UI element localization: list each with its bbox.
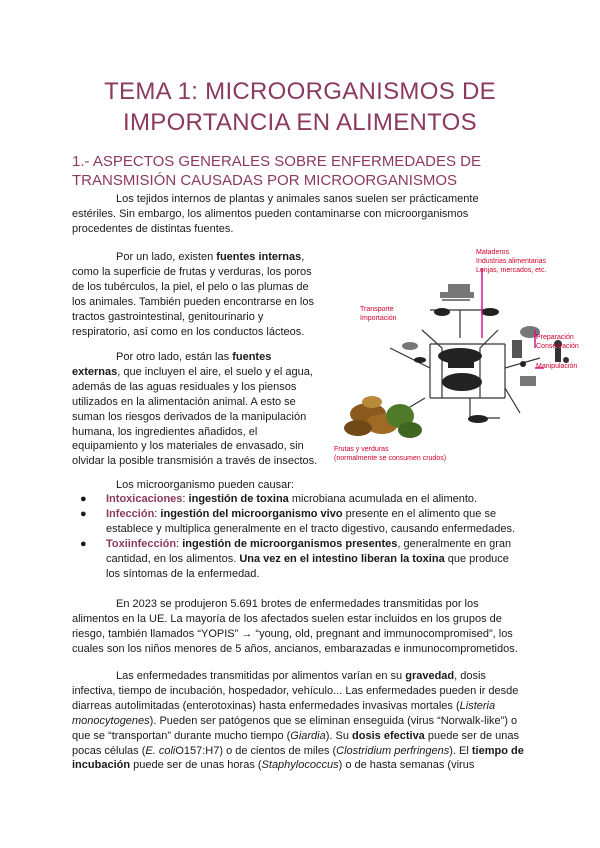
italic-run: Giardia [290,729,326,742]
label-transporte: Transporte [360,306,394,313]
text-run: ) o de hasta semanas (virus [338,759,475,772]
text-run: O157:H7) o de cientos de miles ( [175,744,337,757]
page-title: TEMA 1: MICROORGANISMOS DE IMPORTANCIA EN ALIMENTOS [104,78,496,136]
text-run: , generalmente en gran cantidad, en los alimentos. [106,537,512,565]
label-conservacion: Conservación [536,343,579,350]
text-run: Por un lado, existen [116,251,217,263]
bold-term-internal: fuentes internas [216,251,302,263]
text-run: ). Pueden ser patógenos que se eliminan enseguida (virus “Norwalk-like”) o que se “transportan” durante mucho tiempo ( [72,714,518,742]
paragraph-intro: Los tejidos internos de plantas y animales sanos suelen ser prácticamente estériles. Sin embargo, los alimentos pueden contaminarse con microorganismos procedentes de distintas fuentes. [72,193,479,235]
text-run: , que incluyen el aire, el suelo y el agua, además de las aguas residuales y los piensos utilizados en la alimentación animal. A esto se suman los riesgos derivados de la manipulación humana, los ingredientes añadidos, el equipamiento y los materiales de envasado, sin olvidar la posible transmisión a través de insectos. [72,365,318,468]
bold-run: ingestión de toxina [188,493,289,505]
text-run: puede ser de unas horas ( [130,759,262,772]
label-frutas: Frutas y verduras [334,446,389,453]
text-run: ). Su [325,729,353,742]
bold-term-external: fuentes externas [72,351,272,378]
label-manipulacion: Manipulación [536,363,578,370]
bold-run: Una vez en el intestino liberan la toxina [239,552,445,565]
bold-run: gravedad [405,670,455,682]
contamination-sources-figure [330,248,592,464]
figure-illustration [330,248,592,464]
label-industrias: Industrias alimentarias [476,258,547,265]
italic-run: Listeria monocytogenes [72,699,496,727]
text-run: Las enfermedades transmitidas por alimentos varían en su [116,670,406,682]
text-run: que produce los síntomas de la enfermedad. [106,552,509,580]
italic-run: Staphylococcus [261,759,339,772]
paragraph-outbreaks: En 2023 se produjeron 5.691 brotes de enfermedades transmitidas por los alimentos en la UE. La mayoría de los afectados suelen estar incluidos en los grupos de riesgo, también llamados “YOPIS” → “young, old, pregnant and immunocompromised”, los cuales son los niños menores de 5 años, ancianos, embarazadas e inmunocomprometidos. [72,598,518,655]
bold-run: tiempo de incubación [72,744,524,772]
bold-run: ingestión de microorganismos presentes [182,537,398,550]
list-intro: Los microorganismo pueden causar: [116,479,294,491]
section-heading: 1.- ASPECTOS GENERALES SOBRE ENFERMEDADES DE TRANSMISIÓN CAUSADAS POR MICROORGANISMOS [72,153,481,189]
text-run: , como la superficie de frutas y verduras, los poros de los tubérculos, la piel, el pelo o las plumas de los animales. También pueden encontrarse en los tractos gastrointestinal, genitourinario y respiratorio, así como en los conductos lácteos. [72,251,314,338]
paragraph-internal-sources [72,250,322,339]
text-run: puede ser de unas pocas células ( [72,729,519,757]
text-run: , dosis infectiva, tiempo de incubación, hospedador, vehículo... Las enfermedades pueden ir desde diarreas autolimitadas (enterotoxinas) hasta enfermedades invasivas mortales ( [72,670,519,712]
list-term: Intoxicaciones [106,493,183,505]
text-run: ). El [449,744,472,757]
bullet-icon: ● [80,493,87,505]
causes-list [78,492,518,581]
text-run: : [182,493,189,505]
list-item [78,507,518,537]
paragraph-severity [72,669,524,773]
label-importacion: Importación [360,315,397,322]
italic-run: E. coli [145,744,176,757]
label-mataderos: Mataderos [476,249,510,256]
text-run: microbiana acumulada en el alimento. [288,493,478,505]
list-item [78,492,518,507]
text-run: : [154,507,161,520]
text-run: : [176,537,183,550]
list-term: Infección [106,507,155,520]
italic-run: Clostridium perfringens [336,744,450,757]
label-lonjas: Lonjas, mercados, etc. [476,267,547,274]
bullet-icon: ● [80,537,87,550]
list-item [78,537,518,582]
bullet-icon: ● [80,507,87,520]
bold-run: ingestión del microorganismo vivo [160,507,343,520]
paragraph-external-sources [72,350,322,469]
text-run: presente en el alimento que se establece y multiplica generalmente en el tracto digestivo, causando enfermedades. [106,507,516,535]
list-term: Toxiinfección [106,537,177,550]
label-preparacion: Preparación [536,334,574,341]
label-frutas-note: (normalmente se consumen crudos) [334,455,447,462]
bold-run: dosis efectiva [352,729,425,742]
text-run: Por otro lado, están las [116,351,233,363]
